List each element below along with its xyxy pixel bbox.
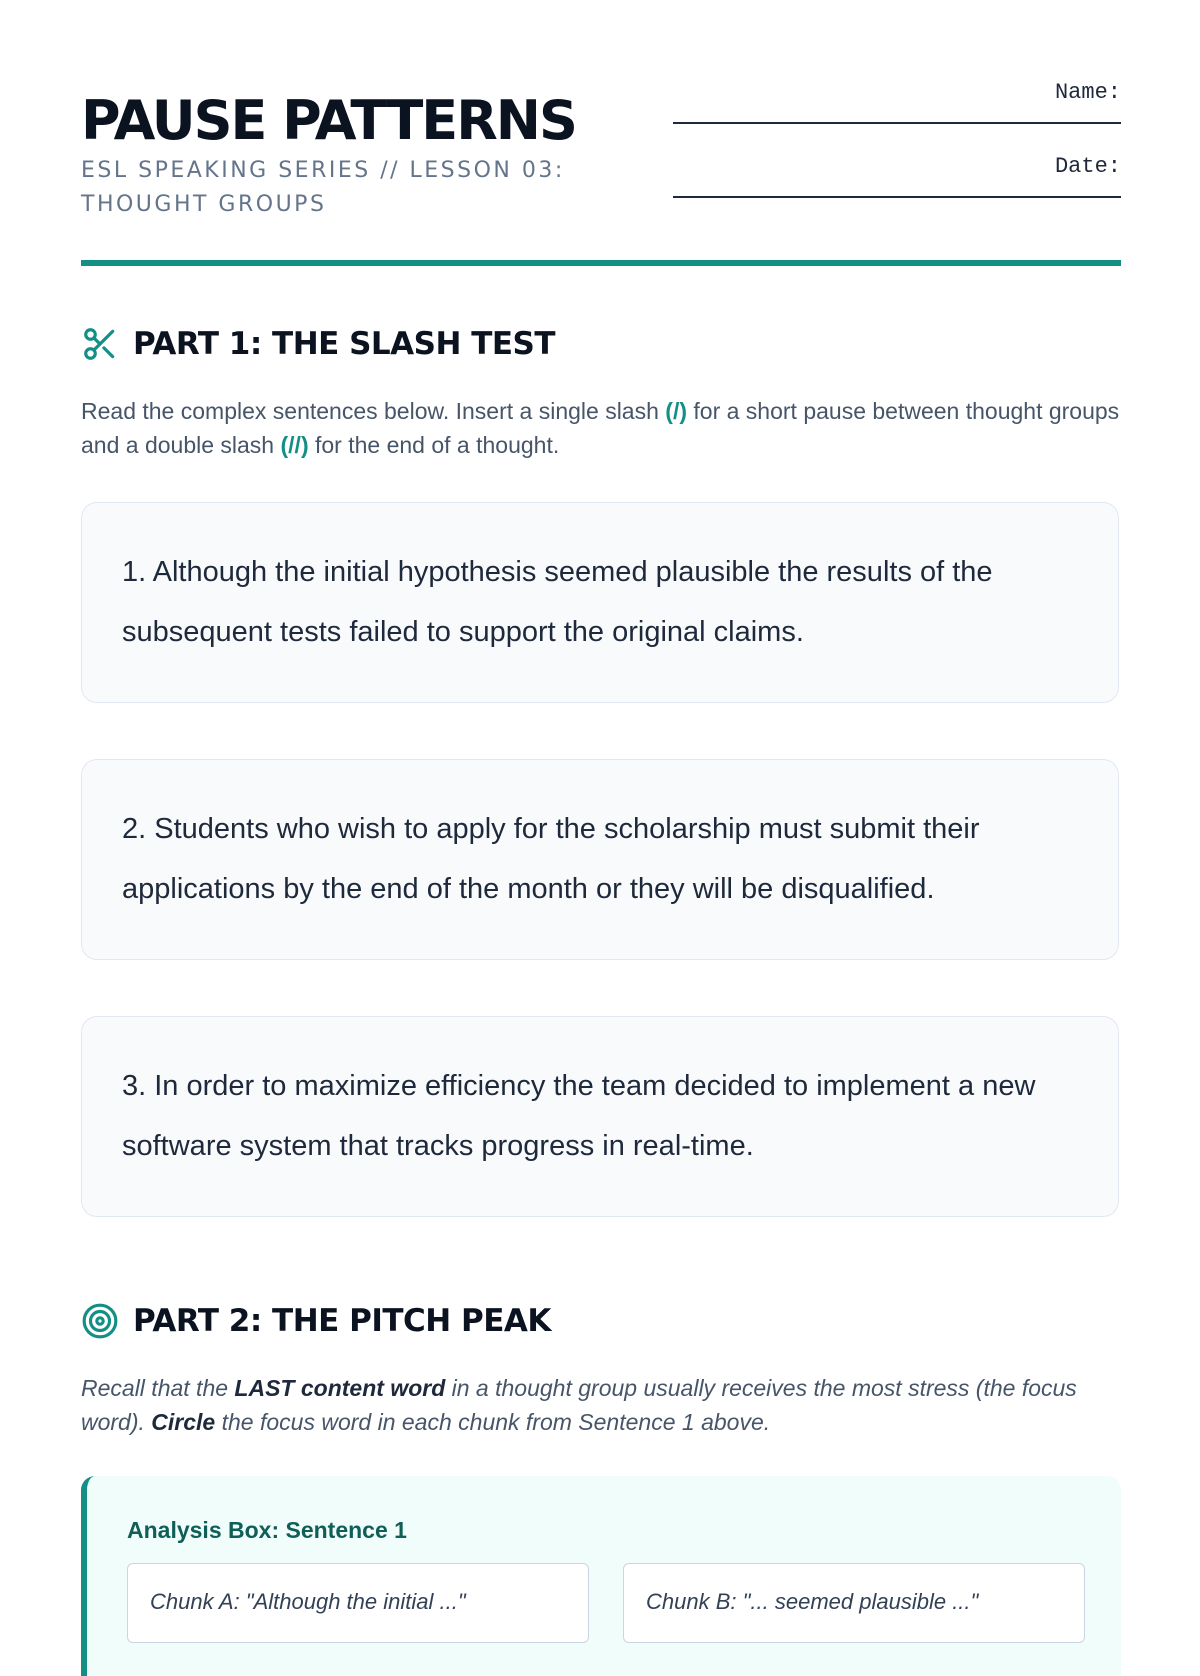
part1-heading xyxy=(81,325,555,363)
part2-heading xyxy=(81,1302,551,1340)
sentence-text-1: 1. Although the initial hypothesis seemed plausible the results of the subsequent tests failed to support the original claims. xyxy=(122,556,993,648)
date-write-line[interactable] xyxy=(673,196,1121,198)
chunk-b-box[interactable] xyxy=(623,1563,1085,1643)
page-title: PAUSE PATTERNS xyxy=(81,89,576,152)
analysis-box xyxy=(81,1476,1121,1676)
date-label: Date: xyxy=(1054,154,1121,179)
sentence-text-2: 2. Students who wish to apply for the scholarship must submit their applications by the end of the month or they will be disqualified. xyxy=(122,813,980,905)
part2-title: PART 2: THE PITCH PEAK xyxy=(133,1303,551,1339)
sentence-card-1[interactable] xyxy=(81,502,1119,703)
sentence-card-3[interactable] xyxy=(81,1016,1119,1217)
scissors-icon xyxy=(81,325,119,363)
part1-instructions: Read the complex sentences below. Insert a single slash (/) for a short pause between thought groups and a double slash (//) for the end of a thought. xyxy=(81,398,1120,458)
sentence-card-2[interactable] xyxy=(81,759,1119,960)
part2-instructions: Recall that the LAST content word in a thought group usually receives the most stress (the focus word). Circle the focus word in each chunk from Sentence 1 above. xyxy=(81,1375,1077,1435)
page-subtitle: ESL SPEAKING SERIES // LESSON 03: THOUGHT GROUPS xyxy=(81,158,565,217)
name-label: Name: xyxy=(1054,80,1121,105)
analysis-box-title: Analysis Box: Sentence 1 xyxy=(127,1517,407,1543)
chunk-a-box[interactable] xyxy=(127,1563,589,1643)
chunk-b-text: Chunk B: "... seemed plausible ..." xyxy=(646,1589,979,1614)
single-slash-symbol: (/) xyxy=(665,398,687,424)
sentence-text-3: 3. In order to maximize efficiency the team decided to implement a new software system that tracks progress in real-time. xyxy=(122,1070,1036,1162)
header-divider xyxy=(81,260,1121,266)
target-icon xyxy=(81,1302,119,1340)
double-slash-symbol: (//) xyxy=(280,432,309,458)
name-write-line[interactable] xyxy=(673,122,1121,124)
chunk-a-text: Chunk A: "Although the initial ..." xyxy=(150,1589,466,1614)
part1-title: PART 1: THE SLASH TEST xyxy=(133,326,556,362)
